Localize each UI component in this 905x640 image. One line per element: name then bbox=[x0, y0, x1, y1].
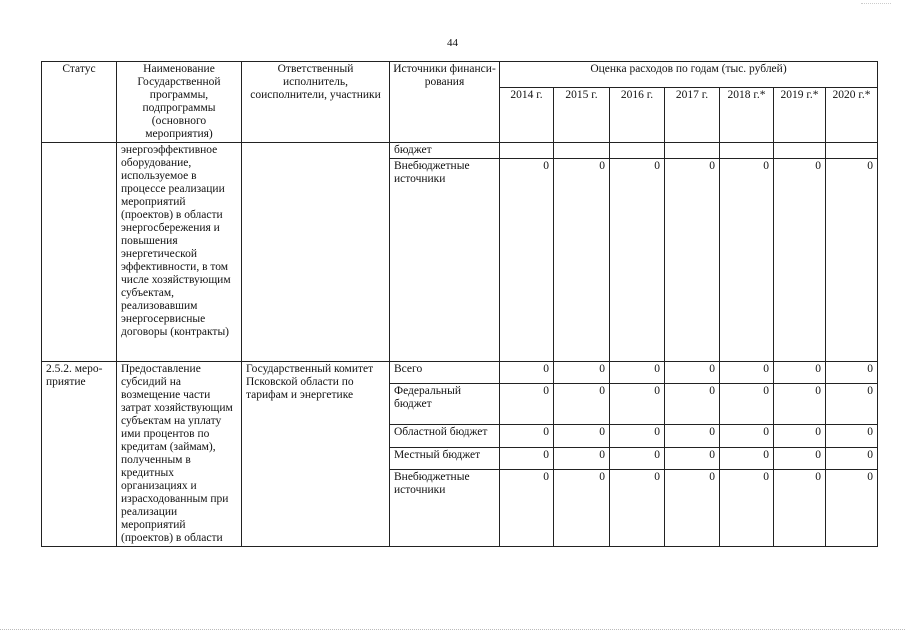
value-cell: 0 bbox=[665, 362, 720, 384]
value-cell: 0 bbox=[610, 470, 665, 547]
value-cell bbox=[610, 143, 665, 159]
page-number: 44 bbox=[447, 37, 458, 49]
source-cell: Областной бюджет bbox=[390, 425, 500, 447]
value-cell: 0 bbox=[554, 362, 610, 384]
header-status: Статус bbox=[42, 62, 117, 143]
scan-edge-artifact bbox=[0, 629, 905, 632]
value-cell: 0 bbox=[774, 384, 826, 425]
value-cell: 0 bbox=[826, 362, 878, 384]
value-cell: 0 bbox=[610, 159, 665, 362]
header-year: 2018 г.* bbox=[720, 88, 774, 143]
value-cell: 0 bbox=[826, 384, 878, 425]
header-name: Наименование Государственной программы, подпрограммы (основного мероприятия) bbox=[117, 62, 242, 143]
program-name-cell: Предоставление субсидий на возмещение части затрат хозяйствующим субъектам на уплату ими процентов по кредитам (займам), полученным в кредитных организациях и израсходованным при реализации мероприятий (проектов) в области bbox=[117, 362, 242, 547]
value-cell: 0 bbox=[720, 425, 774, 447]
program-name-cell: энергоэффективное оборудование, используемое в процессе реализации мероприятий (проектов) в области энергосбережения и повышения энергетической эффективности, в том числе хозяйствующим субъектам, реализовавшим энергосервисные договоры (контракты) bbox=[117, 143, 242, 362]
value-cell: 0 bbox=[826, 470, 878, 547]
status-cell: 2.5.2. меро-приятие bbox=[42, 362, 117, 547]
value-cell: 0 bbox=[554, 470, 610, 547]
value-cell: 0 bbox=[720, 470, 774, 547]
value-cell bbox=[720, 143, 774, 159]
value-cell bbox=[500, 143, 554, 159]
value-cell: 0 bbox=[774, 362, 826, 384]
source-cell: Местный бюджет bbox=[390, 447, 500, 469]
value-cell: 0 bbox=[500, 362, 554, 384]
value-cell: 0 bbox=[554, 159, 610, 362]
value-cell: 0 bbox=[610, 425, 665, 447]
responsible-cell bbox=[242, 143, 390, 362]
value-cell bbox=[826, 143, 878, 159]
scan-artifact bbox=[861, 3, 891, 6]
value-cell: 0 bbox=[720, 362, 774, 384]
value-cell: 0 bbox=[774, 447, 826, 469]
header-year: 2019 г.* bbox=[774, 88, 826, 143]
value-cell: 0 bbox=[610, 362, 665, 384]
source-cell: бюджет bbox=[390, 143, 500, 159]
header-year: 2015 г. bbox=[554, 88, 610, 143]
value-cell: 0 bbox=[554, 384, 610, 425]
value-cell: 0 bbox=[500, 425, 554, 447]
value-cell: 0 bbox=[774, 425, 826, 447]
value-cell: 0 bbox=[610, 447, 665, 469]
header-expenses: Оценка расходов по годам (тыс. рублей) bbox=[500, 62, 878, 88]
value-cell bbox=[665, 143, 720, 159]
value-cell: 0 bbox=[665, 384, 720, 425]
value-cell: 0 bbox=[665, 447, 720, 469]
status-cell bbox=[42, 143, 117, 362]
header-row bbox=[42, 62, 878, 88]
value-cell: 0 bbox=[500, 470, 554, 547]
value-cell: 0 bbox=[774, 159, 826, 362]
header-year: 2016 г. bbox=[610, 88, 665, 143]
table-row bbox=[42, 362, 878, 384]
value-cell: 0 bbox=[500, 447, 554, 469]
value-cell: 0 bbox=[826, 159, 878, 362]
source-cell: Внебюджетные источники bbox=[390, 159, 500, 362]
source-cell: Внебюджетные источники bbox=[390, 470, 500, 547]
header-year: 2020 г.* bbox=[826, 88, 878, 143]
value-cell: 0 bbox=[554, 425, 610, 447]
value-cell bbox=[554, 143, 610, 159]
value-cell: 0 bbox=[720, 447, 774, 469]
budget-table bbox=[41, 61, 878, 547]
value-cell: 0 bbox=[554, 447, 610, 469]
value-cell: 0 bbox=[720, 159, 774, 362]
value-cell: 0 bbox=[500, 159, 554, 362]
value-cell bbox=[774, 143, 826, 159]
responsible-cell: Государственный комитет Псковской области по тарифам и энергетике bbox=[242, 362, 390, 547]
value-cell: 0 bbox=[610, 384, 665, 425]
header-sources: Источники финанси-рования bbox=[390, 62, 500, 143]
value-cell: 0 bbox=[665, 159, 720, 362]
table-row bbox=[42, 143, 878, 159]
value-cell: 0 bbox=[665, 425, 720, 447]
header-year: 2017 г. bbox=[665, 88, 720, 143]
value-cell: 0 bbox=[665, 470, 720, 547]
header-year: 2014 г. bbox=[500, 88, 554, 143]
source-cell: Федеральный бюджет bbox=[390, 384, 500, 425]
source-cell: Всего bbox=[390, 362, 500, 384]
header-responsible: Ответственный исполнитель, соисполнители, участники bbox=[242, 62, 390, 143]
value-cell: 0 bbox=[720, 384, 774, 425]
value-cell: 0 bbox=[500, 384, 554, 425]
value-cell: 0 bbox=[826, 425, 878, 447]
value-cell: 0 bbox=[774, 470, 826, 547]
value-cell: 0 bbox=[826, 447, 878, 469]
